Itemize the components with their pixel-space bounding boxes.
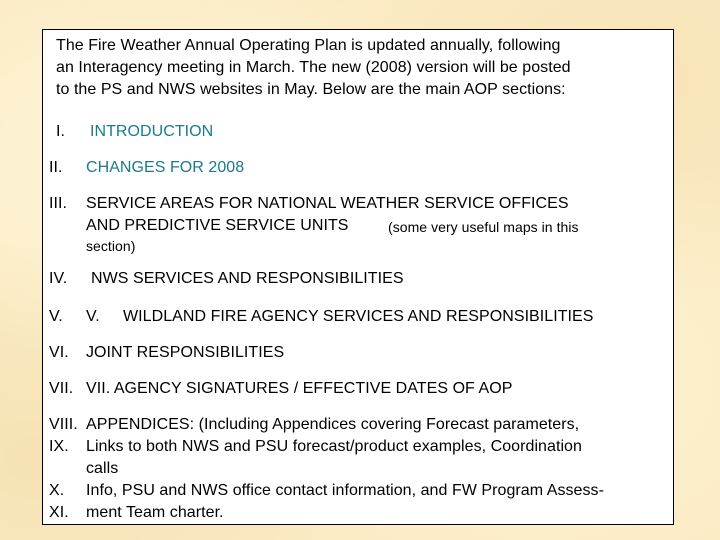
section-4-label: NWS SERVICES AND RESPONSIBILITIES [91,270,404,287]
section-6-number: VI. [49,344,69,361]
section-5-label: WILDLAND FIRE AGENCY SERVICES AND RESPONSIBILITIES [123,308,594,325]
section-10-text: Info, PSU and NWS office contact information, and FW Program Assess- [86,482,604,499]
section-9-text: Links to both NWS and PSU forecast/product examples, Coordination [86,438,582,455]
section-2-number: II. [49,159,63,176]
section-8-text: APPENDICES: (Including Appendices covering Forecast parameters, [86,416,580,433]
section-3-line-2: AND PREDICTIVE SERVICE UNITS [86,217,349,234]
section-3-note-cont: section) [86,238,136,254]
section-3-line-1: SERVICE AREAS FOR NATIONAL WEATHER SERVICE OFFICES [86,195,569,212]
section-9-text-cont: calls [86,460,119,477]
section-4-number: IV. [49,270,68,287]
intro-line-1: The Fire Weather Annual Operating Plan is updated annually, following [56,37,561,54]
section-10-number: X. [49,482,65,499]
section-11-number: XI. [49,504,69,521]
section-8-number: VIII. [49,416,78,433]
section-11-text: ment Team charter. [86,504,224,521]
section-3-note: (some very useful maps in this [388,219,579,235]
section-2-link[interactable]: CHANGES FOR 2008 [86,159,245,176]
section-9-number: IX. [49,438,69,455]
section-1-link[interactable]: INTRODUCTION [90,123,214,140]
section-6-label: JOINT RESPONSIBILITIES [86,344,285,361]
section-7-number: VII. [49,380,74,397]
section-5-number: V. [49,308,63,325]
section-5-sub-number: V. [86,308,100,325]
intro-line-3: to the PS and NWS websites in May. Below are the main AOP sections: [56,81,566,98]
section-1-number: I. [56,123,65,140]
aop-panel [42,29,674,525]
intro-line-2: an Interagency meeting in March. The new (2008) version will be posted [56,59,571,76]
section-3-number: III. [49,195,67,212]
section-7-label: VII. AGENCY SIGNATURES / EFFECTIVE DATES OF AOP [86,380,513,397]
